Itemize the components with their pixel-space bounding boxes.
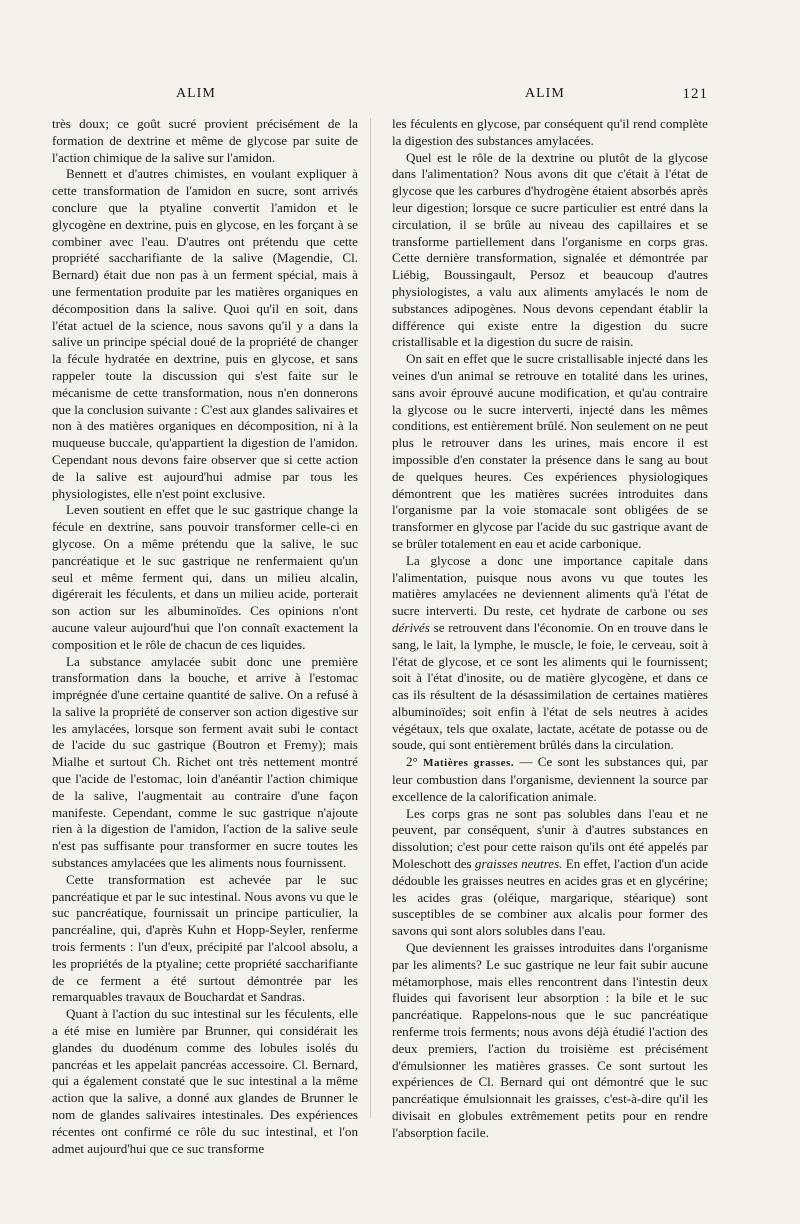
- paragraph: Bennett et d'autres chimistes, en voulant expliquer à cette transformation de l'amidon en sucre, sont arrivés conclure que la ptyaline convertit l'amidon et le glycogène en dextrine, puis en glycose, en les forçant à se combiner avec l'eau. D'autres ont prétendu que cette propriété saccharifiante de la salive (Magendie, Cl. Bernard) était due non pas à un ferment spécial, mais à une fermentation produite par les matières organiques en décomposition dans la salive. Quoi qu'il en soit, dans l'état actuel de la science, nous savons qu'il y a dans la salive un principe spécial doué de la propriété de changer la fécule hydratée en dextrine, puis en glycose, et sans rappeler toute la discussion qui s'est faite sur le mécanisme de cette transformation, nous n'en donnerons que la conclusion suivante : C'est aux glandes salivaires et non à des matières organiques en décomposition, ni à la muqueuse buccale, qu'appartient la digestion de l'amidon. Cependant nous devons faire observer que si cette action de la salive est aujourd'hui admise par tous les physiologistes, elle n'est point exclusive.: [52, 166, 358, 501]
- header-right-title: ALIM: [525, 86, 565, 101]
- right-column: [392, 116, 708, 1142]
- paragraph: très doux; ce goût sucré provient précisément de la formation de dextrine et même de glycose par suite de l'action chimique de la salive sur l'amidon.: [52, 116, 358, 165]
- column-divider: [370, 118, 371, 1118]
- left-column: [52, 116, 358, 1157]
- paragraph-text: — Ce sont les substances qui, par leur combustion dans l'organisme, deviennent la source par excellence de la calorification animale.: [392, 754, 708, 804]
- paragraph: La substance amylacée subit donc une première transformation dans la bouche, et arrive à l'estomac imprégnée d'une certaine quantité de salive. On a refusé à la salive la propriété de conserver son action digestive sur les amylacées, lorsque son ferment avait subi le contact de l'acide du suc gastrique (Boutron et Fremy); mais Mialhe et surtout Ch. Richet ont très nettement montré que l'acide de l'estomac, loin d'anéantir l'action chimique de la salive, l'augmentait au contraire d'une façon manifeste. Cependant, comme le suc gastrique n'ajoute rien à la digestion de l'amidon, l'action de la salive seule n'est pas suffisante pour transformer en sucre toutes les substances amylacées que les aliments nous fournissent.: [52, 653, 358, 871]
- paragraph-text: En effet, l'action d'un acide dédouble les graisses neutres en acides gras et en glycérine; les acides gras (oléique, margarique, stéarique) sont susceptibles de se combiner aux alcalis pour former des savons qui sont alors solubles dans l'eau.: [392, 856, 709, 939]
- paragraph: On sait en effet que le sucre cristallisable injecté dans les veines d'un animal se retrouve en totalité dans les urines, sans avoir éprouvé aucune modification, et qu'au contraire la glycose ou le sucre interverti, injecté dans les mêmes conditions, est entièrement brûlé. Non seulement on ne peut plus le retrouver dans les urines, mais encore il est impossible d'en constater la présence dans le sang au bout de quelques heures. Ces expériences physiologiques démontrent que les matières sucrées introduites dans l'organisme par la voie stomacale sont obligées de se transformer en glycose par l'acide du suc gastrique avant de se brûler totalement en eau et acide carbonique.: [392, 351, 708, 551]
- paragraph: Leven soutient en effet que le suc gastrique change la fécule en dextrine, sans pouvoir transformer celle-ci en glycose. On a même prétendu que la salive, le suc pancréatique et le suc gastrique ne renfermaient qu'un seul et même ferment qui, dans un milieu alcalin, digérerait les féculents, et dans un milieu acide, porterait son action sur les albuminoïdes. Ces opinions n'ont aucune valeur aujourd'hui que l'on connaît exactement la composition et le rôle de chacun de ces liquides.: [52, 502, 358, 652]
- italic-term: graisses neutres.: [474, 856, 563, 872]
- paragraph: Quel est le rôle de la dextrine ou plutôt de la glycose dans l'alimentation? Nous avons dit que c'était à l'état de glycose que les carbures d'hydrogène étaient absorbés après leur digestion; lorsque ce sucre particulier est entré dans la circulation, il se brûle au niveau des capillaires et se transforme partiellement dans l'organisme en corps gras. Cette dernière transformation, signalée et démontrée par Liébig, Boussingault, Persoz et beaucoup d'autres physiologistes, a valu aux aliments amylacés le nom de substances adipogènes. Nous devons cependant établir la différence qui existe entre la digestion du sucre cristallisable et la digestion du sucre de raisin.: [392, 149, 708, 350]
- paragraph: Cette transformation est achevée par le suc pancréatique et par le suc intestinal. Nous avons vu que le suc pancréatique, fournissait un principe particulier, la pancréaline, qui, d'après Kuhn et Hopp-Seyler, renferme trois ferments : l'un d'eux, précipité par l'alcool absolu, a les propriétés de la ptyaline; cette propriété saccharifiante de ce ferment a été surtout démontrée par les remarquables travaux de Bouchardat et Sandras.: [52, 871, 358, 1005]
- paragraph-text: se retrouvent dans l'économie. On en trouve dans le sang, le lait, la lymphe, le muscle, le foie, le cerveau, soit à l'état de glycose, et ce sont les aliments qui le fournissent; soit à l'état d'inosite, ou de matière glycogène, et dans ce cas ils résultent de la désassimilation de certaines matières albuminoïdes; soit enfin à l'état de sels neutres à acides végétaux, tels que oxalate, lactate, acétate de potasse ou de soude, qui sont entièrement brûlés dans la circulation.: [392, 619, 708, 753]
- paragraph: les féculents en glycose, par conséquent qu'il rend complète la digestion des substances amylacées.: [392, 116, 708, 148]
- paragraph: Que deviennent les graisses introduites dans l'organisme par les aliments? Le suc gastrique ne leur fait subir aucune métamorphose, mais elles rencontrent dans l'intestin deux fluides qui favorisent leur absorption : la bile et le suc pancréatique. Rappelons-nous que le suc pancréatique renferme trois ferments; nous avons déjà étudié l'action des deux premiers, l'action du troisième est précisément d'émulsionner les matières grasses. Ce sont surtout les expériences de Cl. Bernard qui ont démontré que le suc pancréatique émulsionnait les graisses, c'est-à-dire qu'il les divisait en globules extrêmement petits pour en rendre l'absorption facile.: [392, 940, 708, 1140]
- paragraph: Quant à l'action du suc intestinal sur les féculents, elle a été mise en lumière par Brunner, qui considérait les glandes du duodénum comme des lobules isolés du pancréas et les appelait pancréas accessoire. Cl. Bernard, qui a également constaté que le suc intestinal a la même action que la salive, a donné aux glandes de Brunner le nom de glandes salivaires intestinales. Des expériences récentes ont confirmé ce rôle du suc intestinal, et l'on admet aujourd'hui que ce suc transforme: [52, 1006, 358, 1156]
- page-number: 121: [682, 86, 708, 102]
- header-left-title: ALIM: [176, 86, 216, 101]
- section-number: 2°: [406, 754, 418, 770]
- paragraph-text: Les corps gras ne sont pas solubles dans l'eau et ne peuvent, par conséquent, s'unir à d'autres substances en dissolution; c'est pour cette raison qu'ils ont été appelés par Moleschott des: [392, 805, 708, 872]
- italic-term: ses dérivés: [392, 603, 708, 635]
- paragraph: [392, 754, 708, 805]
- paragraph: [392, 806, 708, 940]
- running-header: [0, 86, 800, 110]
- paragraph-text: La glycose a donc une importance capitale dans l'alimentation, puisque nous avons vu que toutes les matières amylacées ne deviennent aliments qu'à l'état de sucre interverti. Du reste, cet hydrate de carbone ou: [392, 552, 708, 619]
- paragraph: [392, 553, 708, 755]
- section-heading: Matières grasses.: [423, 757, 515, 770]
